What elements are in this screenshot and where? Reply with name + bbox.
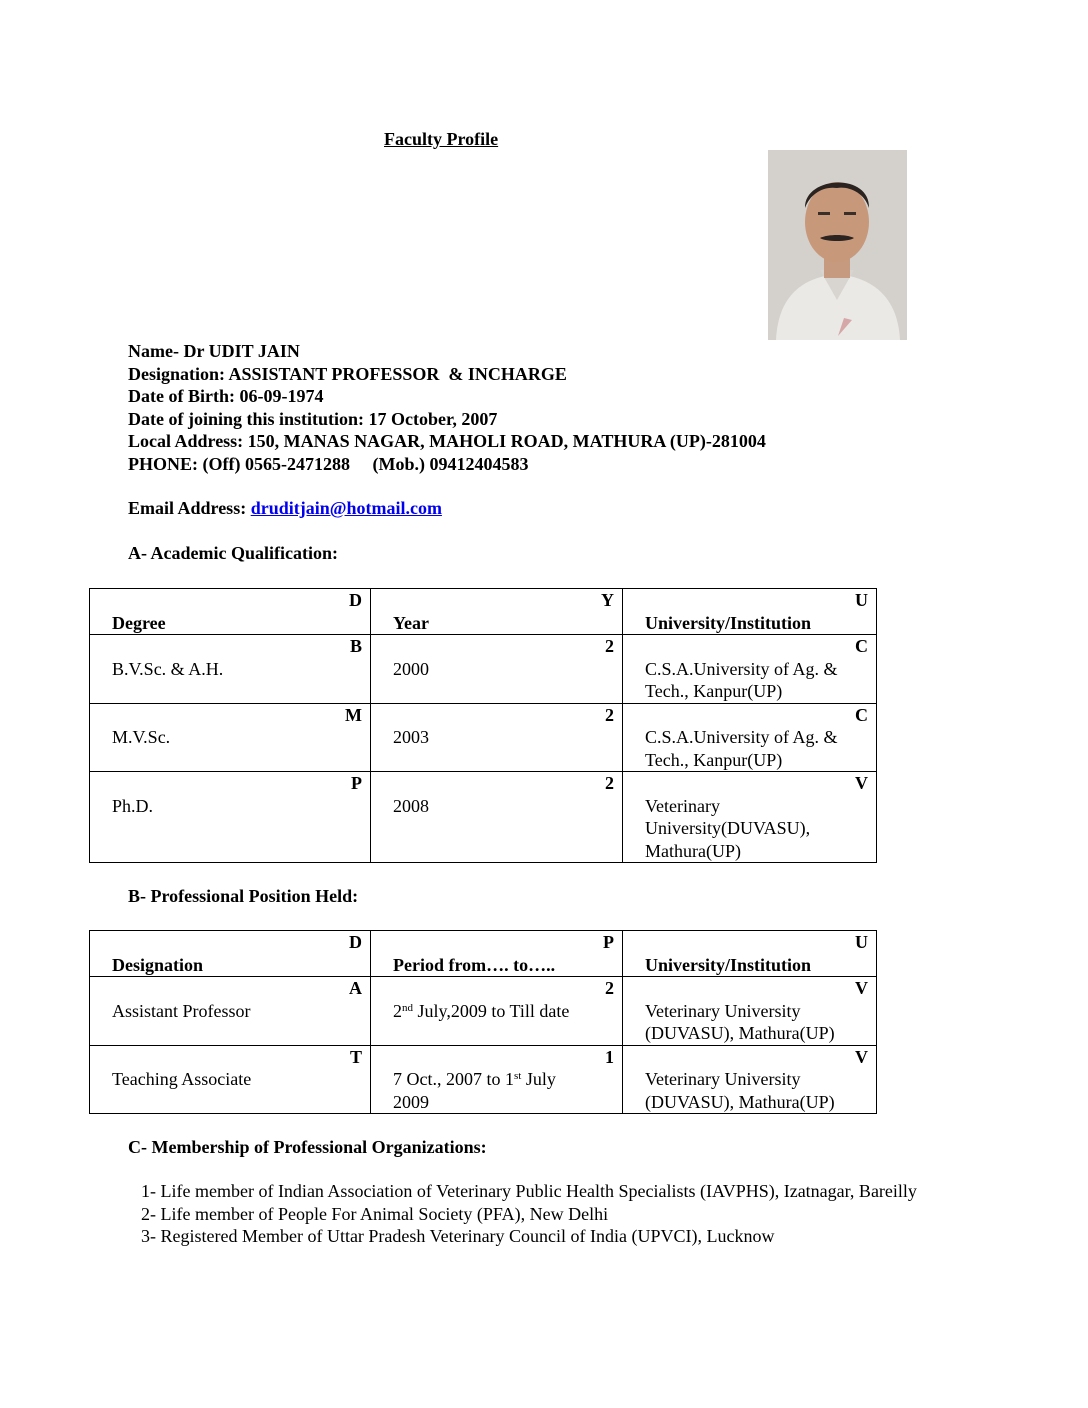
- period-text: July 2009: [393, 1069, 556, 1112]
- membership-list: [141, 1180, 941, 1248]
- table-row: [90, 1045, 877, 1114]
- table-header-row: [90, 589, 877, 635]
- email-row: [128, 497, 442, 520]
- list-item: 2- Life member of People For Animal Society (PFA), New Delhi: [141, 1203, 609, 1224]
- cell-corner-letter: Y: [601, 590, 614, 610]
- cell-corner-letter: P: [351, 773, 362, 793]
- cell-corner-letter: 2: [605, 978, 614, 998]
- cell-corner-letter: P: [603, 932, 614, 952]
- period-value: [371, 1000, 622, 1023]
- table-cell: [371, 635, 623, 704]
- university-value: Veterinary University(DUVASU), Mathura(UP): [645, 795, 811, 861]
- table-cell: [623, 1045, 877, 1114]
- cell-corner-letter: 2: [605, 704, 614, 725]
- table-row: [90, 977, 877, 1046]
- table-cell: [371, 977, 623, 1046]
- header-university: University/Institution: [645, 954, 812, 975]
- header-period: Period from…. to…..: [393, 954, 556, 975]
- designation-value: Assistant Professor: [112, 1000, 251, 1021]
- period-text: July,2009 to Till date: [413, 1000, 570, 1021]
- table-cell: [371, 703, 623, 772]
- cell-corner-letter: D: [349, 590, 362, 610]
- personal-details: [128, 340, 766, 475]
- header-cell: [623, 931, 877, 977]
- header-cell: [90, 931, 371, 977]
- cell-corner-letter: V: [855, 978, 868, 998]
- academic-qualification-table: [89, 588, 877, 863]
- table-row: [90, 772, 877, 863]
- cell-corner-letter: V: [855, 773, 868, 793]
- header-cell: [90, 589, 371, 635]
- header-cell: [371, 931, 623, 977]
- list-item: 3- Registered Member of Uttar Pradesh Veterinary Council of India (UPVCI), Lucknow: [141, 1226, 775, 1246]
- table-row: [90, 635, 877, 704]
- table-cell: [623, 772, 877, 863]
- section-b-heading: B- Professional Position Held:: [128, 886, 359, 906]
- cell-corner-letter: D: [349, 932, 362, 952]
- period-value: [371, 1068, 622, 1113]
- header-cell: [371, 589, 623, 635]
- table-cell: [371, 1045, 623, 1114]
- section-a-heading: A- Academic Qualification:: [128, 543, 338, 563]
- table-cell: [90, 635, 371, 704]
- designation-line: Designation: ASSISTANT PROFESSOR & INCHARGE: [128, 363, 567, 384]
- degree-value: M.V.Sc.: [112, 727, 171, 747]
- degree-value: Ph.D.: [112, 795, 154, 816]
- list-item: 1- Life member of Indian Association of Veterinary Public Health Specialists (IAVPHS), Izatnagar, Bareilly: [141, 1181, 917, 1201]
- table-cell: [90, 977, 371, 1046]
- header-cell: [623, 589, 877, 635]
- ordinal-suffix: st: [514, 1070, 522, 1082]
- cell-corner-letter: T: [349, 1046, 362, 1067]
- year-value: 2003: [393, 727, 429, 747]
- section-c-heading: C- Membership of Professional Organizations:: [128, 1137, 487, 1157]
- cell-corner-letter: 1: [605, 1046, 614, 1067]
- dob-line: Date of Birth: 06-09-1974: [128, 386, 324, 406]
- degree-value: B.V.Sc. & A.H.: [112, 658, 224, 679]
- table-cell: [90, 1045, 371, 1114]
- email-label: Email Address:: [128, 498, 251, 518]
- email-link[interactable]: druditjain@hotmail.com: [250, 498, 442, 518]
- table-cell: [90, 703, 371, 772]
- name-line: Name- Dr UDIT JAIN: [128, 341, 300, 361]
- professional-position-table: [89, 930, 877, 1114]
- cell-corner-letter: M: [345, 704, 362, 725]
- university-value: C.S.A.University of Ag. & Tech., Kanpur(UP): [645, 658, 838, 701]
- address-line: Local Address: 150, MANAS NAGAR, MAHOLI ROAD, MATHURA (UP)-281004: [128, 431, 766, 451]
- cell-corner-letter: 2: [605, 636, 614, 656]
- faculty-portrait-photo: [768, 150, 907, 340]
- cell-corner-letter: B: [349, 636, 362, 656]
- header-year: Year: [393, 612, 429, 633]
- phone-line: PHONE: (Off) 0565-2471288 (Mob.) 09412404583: [128, 453, 529, 474]
- table-cell: [623, 977, 877, 1046]
- university-value: C.S.A.University of Ag. & Tech., Kanpur(UP): [645, 727, 838, 770]
- header-university: University/Institution: [645, 612, 812, 633]
- table-cell: [371, 772, 623, 863]
- portrait-image: [768, 150, 907, 340]
- year-value: 2000: [393, 658, 429, 679]
- header-designation: Designation: [112, 954, 204, 975]
- university-value: Veterinary University (DUVASU), Mathura(UP): [645, 1000, 835, 1043]
- page-title: Faculty Profile: [384, 129, 499, 149]
- table-cell: [623, 703, 877, 772]
- table-header-row: [90, 931, 877, 977]
- ordinal-suffix: nd: [402, 1001, 413, 1014]
- table-row: [90, 703, 877, 772]
- header-degree: Degree: [112, 612, 166, 633]
- period-text: 2: [393, 1000, 402, 1021]
- cell-corner-letter: U: [855, 590, 868, 610]
- doj-line: Date of joining this institution: 17 October, 2007: [128, 408, 498, 429]
- designation-value: Teaching Associate: [112, 1069, 252, 1089]
- university-value: Veterinary University (DUVASU), Mathura(UP): [645, 1069, 835, 1112]
- period-text: 7 Oct., 2007 to 1: [393, 1069, 514, 1089]
- cell-corner-letter: V: [855, 1046, 868, 1067]
- cell-corner-letter: 2: [605, 773, 614, 793]
- cell-corner-letter: A: [349, 978, 362, 998]
- cell-corner-letter: C: [855, 704, 868, 725]
- cell-corner-letter: C: [855, 636, 868, 656]
- table-cell: [90, 772, 371, 863]
- cell-corner-letter: U: [855, 932, 868, 952]
- year-value: 2008: [393, 795, 429, 816]
- table-cell: [623, 635, 877, 704]
